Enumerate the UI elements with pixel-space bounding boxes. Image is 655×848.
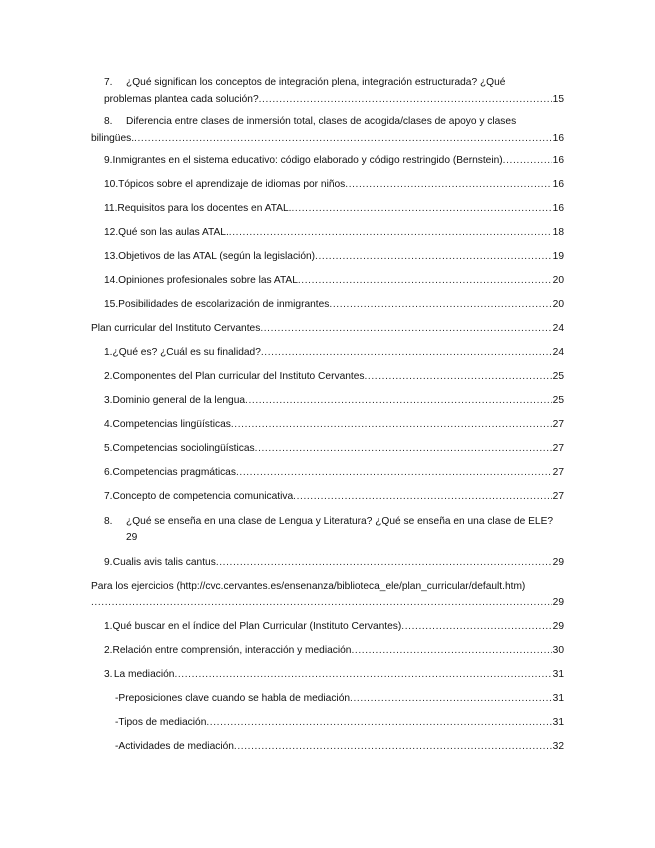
toc-entry-plan-3[interactable]	[0, 394, 655, 410]
toc-entry-plan-7[interactable]	[0, 490, 655, 506]
page-number: 16	[552, 203, 564, 214]
entry-title: Dominio general de la lengua	[112, 395, 246, 406]
page-number: 16	[552, 155, 564, 166]
entry-title: Cualis avis talis cantus	[112, 557, 216, 568]
page-number: 19	[552, 251, 564, 262]
toc-entry-8[interactable]	[0, 115, 655, 147]
dot-leader	[401, 620, 551, 634]
entry-title: Qué buscar en el índice del Plan Curricular (Instituto Cervantes)	[112, 621, 402, 632]
dot-leader	[134, 132, 552, 146]
entry-number: 1.	[104, 347, 113, 358]
toc-entry-plan-9[interactable]	[0, 556, 655, 572]
dot-leader	[234, 740, 552, 754]
page-number: 31	[552, 669, 564, 680]
entry-number: 14.	[104, 275, 119, 286]
dot-leader	[298, 274, 552, 288]
toc-entry-plan-5[interactable]	[0, 442, 655, 458]
toc-subentry-1[interactable]	[0, 692, 655, 708]
entry-title: ¿Qué es? ¿Cuál es su finalidad?	[112, 347, 261, 358]
toc-entry-plan-4[interactable]	[0, 418, 655, 434]
entry-title: Diferencia entre clases de inmersión total, clases de acogida/clases de apoyo y clases	[126, 116, 517, 127]
entry-number: 9.	[104, 155, 113, 166]
page-number: 18	[552, 227, 564, 238]
entry-title: -Tipos de mediación	[115, 717, 207, 728]
dot-leader	[293, 490, 552, 504]
toc-entry-plan-1[interactable]	[0, 346, 655, 362]
entry-title: Competencias sociolingüísticas	[112, 443, 255, 454]
entry-number: 8.	[104, 116, 113, 127]
entry-number: 7.	[104, 77, 113, 88]
entry-title: Opiniones profesionales sobre las ATAL	[118, 275, 298, 286]
entry-number: 3.	[104, 669, 113, 680]
entry-number: 15.	[104, 299, 119, 310]
entry-title: Qué son las aulas ATAL.	[118, 227, 229, 238]
toc-subentry-2[interactable]	[0, 716, 655, 732]
toc-entry-ej-2[interactable]	[0, 644, 655, 660]
page-number: 24	[552, 347, 564, 358]
dot-leader	[261, 346, 552, 360]
toc-entry-ej-3[interactable]	[0, 668, 655, 684]
entry-number: 9.	[104, 557, 113, 568]
entry-number: 3.	[104, 395, 113, 406]
entry-title: Requisitos para los docentes en ATAL.	[117, 203, 292, 214]
entry-number: 6.	[104, 467, 113, 478]
dot-leader	[245, 394, 552, 408]
entry-title-continued: bilingües.	[91, 133, 135, 144]
entry-title: Objetivos de las ATAL (según la legislación)	[118, 251, 316, 262]
entry-number: 7.	[104, 491, 113, 502]
page-number: 32	[552, 741, 564, 752]
entry-number: 2.	[104, 645, 113, 656]
dot-leader	[216, 556, 552, 570]
entry-title: Posibilidades de escolarización de inmigrantes	[118, 299, 330, 310]
dot-leader	[291, 202, 551, 216]
page-number: 29	[552, 557, 564, 568]
toc-section-plan-curricular[interactable]	[0, 322, 655, 338]
toc-entry-plan-2[interactable]	[0, 370, 655, 386]
entry-title: ¿Qué se enseña en una clase de Lengua y Literatura? ¿Qué se enseña en una clase de ELE?	[126, 516, 554, 527]
entry-title: -Actividades de mediación	[115, 741, 234, 752]
page-number: 24	[552, 323, 564, 334]
dot-leader	[365, 370, 552, 384]
dot-leader	[236, 466, 552, 480]
page-number: 20	[552, 299, 564, 310]
toc-entry-13[interactable]	[0, 250, 655, 266]
dot-leader	[206, 716, 551, 730]
toc-entry-7[interactable]	[0, 76, 655, 108]
toc-entry-15[interactable]	[0, 298, 655, 314]
entry-title: Competencias lingüísticas	[112, 419, 231, 430]
dot-leader	[91, 596, 552, 610]
page-number: 27	[552, 419, 564, 430]
entry-number: 12.	[104, 227, 119, 238]
dot-leader	[350, 692, 552, 706]
entry-title: ¿Qué significan los conceptos de integración plena, integración estructurada? ¿Qué	[126, 77, 506, 88]
dot-leader	[231, 418, 552, 432]
entry-title: Competencias pragmáticas	[112, 467, 236, 478]
entry-number: 2.	[104, 371, 113, 382]
toc-entry-10[interactable]	[0, 178, 655, 194]
page-number: 27	[552, 491, 564, 502]
entry-title: Componentes del Plan curricular del Instituto Cervantes	[112, 371, 365, 382]
entry-number: 4.	[104, 419, 113, 430]
toc-entry-12[interactable]	[0, 226, 655, 242]
dot-leader	[351, 644, 551, 658]
entry-title: Relación entre comprensión, interacción y mediación	[112, 645, 352, 656]
entry-title: -Preposiciones clave cuando se habla de mediación	[115, 693, 351, 704]
entry-number: 1.	[104, 621, 113, 632]
dot-leader	[329, 298, 551, 312]
entry-title: Tópicos sobre el aprendizaje de idiomas por niños	[118, 179, 346, 190]
toc-entry-14[interactable]	[0, 274, 655, 290]
toc-entry-9[interactable]	[0, 154, 655, 170]
page-number: 20	[552, 275, 564, 286]
toc-subentry-3[interactable]	[0, 740, 655, 756]
dot-leader	[315, 250, 552, 264]
dot-leader	[260, 322, 551, 336]
page-number: 31	[552, 693, 564, 704]
page-number: 16	[552, 133, 564, 144]
page-number: 15	[552, 94, 564, 105]
entry-title: Inmigrantes en el sistema educativo: código elaborado y código restringido (Bernstein)	[112, 155, 503, 166]
page-number: 29	[552, 597, 564, 608]
page-number: 27	[552, 443, 564, 454]
toc-section-ejercicios[interactable]	[0, 580, 655, 612]
dot-leader	[255, 442, 552, 456]
toc-entry-plan-8[interactable]	[0, 515, 655, 547]
entry-number: 10.	[104, 179, 119, 190]
toc-entry-11[interactable]	[0, 202, 655, 218]
dot-leader	[345, 178, 551, 192]
section-title: Plan curricular del Instituto Cervantes	[91, 323, 261, 334]
toc-entry-ej-1[interactable]	[0, 620, 655, 636]
page-number: 27	[552, 467, 564, 478]
dot-leader	[229, 226, 552, 240]
page-number: 29	[552, 621, 564, 632]
dot-leader	[174, 668, 551, 682]
entry-number: 13.	[104, 251, 119, 262]
page-number: 30	[552, 645, 564, 656]
page-number: 29	[126, 532, 138, 543]
entry-number: 8.	[104, 516, 113, 527]
page-number: 16	[552, 179, 564, 190]
page-number: 25	[552, 395, 564, 406]
page-number: 31	[552, 717, 564, 728]
dot-leader	[259, 93, 552, 107]
toc-entry-plan-6[interactable]	[0, 466, 655, 482]
page-number: 25	[552, 371, 564, 382]
section-title: Para los ejercicios (http://cvc.cervantes.es/ensenanza/biblioteca_ele/plan_curricular/default.htm)	[91, 581, 526, 592]
dot-leader	[503, 154, 552, 168]
entry-number: 11.	[104, 203, 118, 214]
entry-title-continued: problemas plantea cada solución?	[104, 94, 259, 105]
entry-title: Concepto de competencia comunicativa	[112, 491, 294, 502]
entry-title: La mediación	[113, 669, 175, 680]
entry-number: 5.	[104, 443, 113, 454]
